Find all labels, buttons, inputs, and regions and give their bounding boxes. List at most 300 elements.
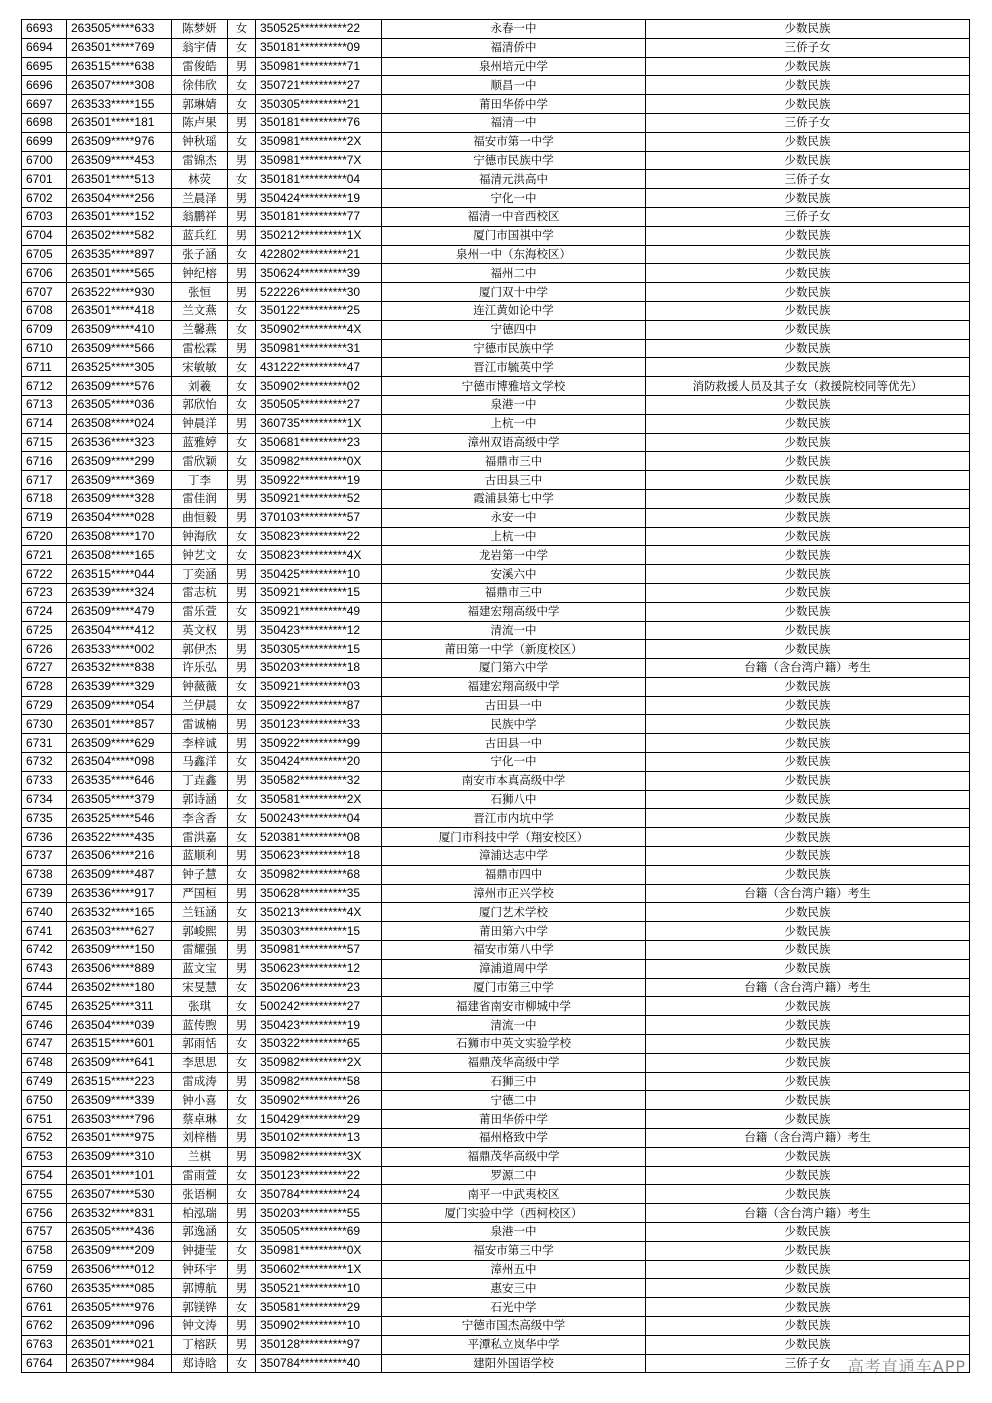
seq-number-cell: 6735 <box>22 809 67 828</box>
seq-number-cell: 6741 <box>22 922 67 941</box>
category-cell: 少数民族 <box>646 1335 970 1354</box>
table-row <box>22 189 970 208</box>
table-row <box>22 959 970 978</box>
category-cell: 少数民族 <box>646 1298 970 1317</box>
exam-number-cell: 263509*****629 <box>67 734 172 753</box>
table-row <box>22 677 970 696</box>
seq-number-cell: 6701 <box>22 170 67 189</box>
school-cell: 罗源二中 <box>382 1166 646 1185</box>
seq-number-cell: 6703 <box>22 207 67 226</box>
seq-number-cell: 6742 <box>22 941 67 960</box>
table-row <box>22 1260 970 1279</box>
exam-number-cell: 263503*****627 <box>67 922 172 941</box>
id-number-cell: 350521**********10 <box>256 1279 382 1298</box>
id-number-cell: 350525**********22 <box>256 20 382 39</box>
id-number-cell: 350505**********69 <box>256 1223 382 1242</box>
gender-cell: 女 <box>228 377 256 396</box>
name-cell: 张琪 <box>172 997 228 1016</box>
id-number-cell: 350624**********39 <box>256 264 382 283</box>
seq-number-cell: 6700 <box>22 151 67 170</box>
id-number-cell: 350203**********18 <box>256 659 382 678</box>
id-number-cell: 350823**********4X <box>256 546 382 565</box>
category-cell: 三侨子女 <box>646 113 970 132</box>
table-row <box>22 414 970 433</box>
id-number-cell: 350424**********19 <box>256 189 382 208</box>
exam-number-cell: 263509*****209 <box>67 1241 172 1260</box>
category-cell: 少数民族 <box>646 1016 970 1035</box>
school-cell: 泉港一中 <box>382 395 646 414</box>
table-row <box>22 715 970 734</box>
table-row <box>22 1354 970 1373</box>
table-row <box>22 207 970 226</box>
exam-number-cell: 263504*****412 <box>67 621 172 640</box>
exam-number-cell: 263507*****984 <box>67 1354 172 1373</box>
gender-cell: 男 <box>228 508 256 527</box>
category-cell: 少数民族 <box>646 771 970 790</box>
name-cell: 宋旻慧 <box>172 978 228 997</box>
exam-number-cell: 263505*****976 <box>67 1298 172 1317</box>
category-cell: 少数民族 <box>646 57 970 76</box>
id-number-cell: 350212**********1X <box>256 226 382 245</box>
school-cell: 福鼎市四中 <box>382 865 646 884</box>
id-number-cell: 350305**********15 <box>256 640 382 659</box>
category-cell: 少数民族 <box>646 20 970 39</box>
name-cell: 兰馨燕 <box>172 320 228 339</box>
seq-number-cell: 6696 <box>22 76 67 95</box>
category-cell: 少数民族 <box>646 471 970 490</box>
name-cell: 雷锦杰 <box>172 151 228 170</box>
seq-number-cell: 6723 <box>22 583 67 602</box>
table-row <box>22 1147 970 1166</box>
category-cell: 少数民族 <box>646 565 970 584</box>
category-cell: 台籍（含台湾户籍）考生 <box>646 978 970 997</box>
gender-cell: 男 <box>228 659 256 678</box>
seq-number-cell: 6743 <box>22 959 67 978</box>
table-row <box>22 1204 970 1223</box>
id-number-cell: 350181**********09 <box>256 38 382 57</box>
name-cell: 丁榕跃 <box>172 1335 228 1354</box>
exam-number-cell: 263509*****641 <box>67 1053 172 1072</box>
id-number-cell: 350981**********71 <box>256 57 382 76</box>
category-cell: 少数民族 <box>646 283 970 302</box>
seq-number-cell: 6724 <box>22 602 67 621</box>
exam-number-cell: 263509*****976 <box>67 132 172 151</box>
category-cell: 少数民族 <box>646 527 970 546</box>
gender-cell: 女 <box>228 1035 256 1054</box>
gender-cell: 女 <box>228 132 256 151</box>
name-cell: 严国桓 <box>172 884 228 903</box>
exam-number-cell: 263525*****546 <box>67 809 172 828</box>
category-cell: 三侨子女 <box>646 170 970 189</box>
id-number-cell: 350322**********65 <box>256 1035 382 1054</box>
gender-cell: 女 <box>228 1223 256 1242</box>
name-cell: 张恒 <box>172 283 228 302</box>
table-row <box>22 602 970 621</box>
exam-number-cell: 263509*****487 <box>67 865 172 884</box>
id-number-cell: 350981**********2X <box>256 132 382 151</box>
name-cell: 郭琳婧 <box>172 95 228 114</box>
school-cell: 泉州培元中学 <box>382 57 646 76</box>
school-cell: 福安市第一中学 <box>382 132 646 151</box>
name-cell: 雷志杭 <box>172 583 228 602</box>
gender-cell: 女 <box>228 677 256 696</box>
table-row <box>22 508 970 527</box>
gender-cell: 男 <box>228 489 256 508</box>
exam-number-cell: 263508*****024 <box>67 414 172 433</box>
exam-number-cell: 263501*****021 <box>67 1335 172 1354</box>
name-cell: 柏泓瑞 <box>172 1204 228 1223</box>
name-cell: 马鑫洋 <box>172 753 228 772</box>
exam-number-cell: 263505*****633 <box>67 20 172 39</box>
name-cell: 蓝传煦 <box>172 1016 228 1035</box>
table-row <box>22 790 970 809</box>
table-row <box>22 433 970 452</box>
school-cell: 石光中学 <box>382 1298 646 1317</box>
exam-number-cell: 263509*****453 <box>67 151 172 170</box>
name-cell: 翁鹏祥 <box>172 207 228 226</box>
seq-number-cell: 6713 <box>22 395 67 414</box>
exam-number-cell: 263501*****975 <box>67 1129 172 1148</box>
gender-cell: 男 <box>228 264 256 283</box>
table-row <box>22 358 970 377</box>
exam-number-cell: 263509*****566 <box>67 339 172 358</box>
id-number-cell: 350982**********58 <box>256 1072 382 1091</box>
table-row <box>22 395 970 414</box>
gender-cell: 男 <box>228 884 256 903</box>
seq-number-cell: 6759 <box>22 1260 67 1279</box>
gender-cell: 女 <box>228 1185 256 1204</box>
id-number-cell: 350581**********2X <box>256 790 382 809</box>
exam-number-cell: 263532*****165 <box>67 903 172 922</box>
school-cell: 永安一中 <box>382 508 646 527</box>
seq-number-cell: 6736 <box>22 828 67 847</box>
category-cell: 少数民族 <box>646 696 970 715</box>
category-cell: 少数民族 <box>646 753 970 772</box>
school-cell: 漳浦达志中学 <box>382 847 646 866</box>
school-cell: 莆田华侨中学 <box>382 1110 646 1129</box>
category-cell: 少数民族 <box>646 301 970 320</box>
seq-number-cell: 6763 <box>22 1335 67 1354</box>
seq-number-cell: 6762 <box>22 1316 67 1335</box>
school-cell: 福清一中音西校区 <box>382 207 646 226</box>
id-number-cell: 350423**********19 <box>256 1016 382 1035</box>
exam-number-cell: 263504*****028 <box>67 508 172 527</box>
school-cell: 福清一中 <box>382 113 646 132</box>
id-number-cell: 350123**********33 <box>256 715 382 734</box>
school-cell: 惠安三中 <box>382 1279 646 1298</box>
school-cell: 南平一中武夷校区 <box>382 1185 646 1204</box>
seq-number-cell: 6739 <box>22 884 67 903</box>
category-cell: 少数民族 <box>646 95 970 114</box>
exam-number-cell: 263501*****152 <box>67 207 172 226</box>
category-cell: 少数民族 <box>646 320 970 339</box>
table-row <box>22 1223 970 1242</box>
id-number-cell: 350902**********26 <box>256 1091 382 1110</box>
seq-number-cell: 6750 <box>22 1091 67 1110</box>
category-cell: 少数民族 <box>646 1166 970 1185</box>
school-cell: 永春一中 <box>382 20 646 39</box>
school-cell: 福州格致中学 <box>382 1129 646 1148</box>
name-cell: 蓝兵红 <box>172 226 228 245</box>
school-cell: 南安市本真高级中学 <box>382 771 646 790</box>
name-cell: 郭博航 <box>172 1279 228 1298</box>
exam-number-cell: 263535*****646 <box>67 771 172 790</box>
id-number-cell: 350982**********2X <box>256 1053 382 1072</box>
name-cell: 丁李 <box>172 471 228 490</box>
id-number-cell: 350921**********15 <box>256 583 382 602</box>
seq-number-cell: 6714 <box>22 414 67 433</box>
gender-cell: 女 <box>228 1354 256 1373</box>
seq-number-cell: 6738 <box>22 865 67 884</box>
id-number-cell: 350902**********4X <box>256 320 382 339</box>
category-cell: 少数民族 <box>646 865 970 884</box>
name-cell: 宋敏敏 <box>172 358 228 377</box>
category-cell: 少数民族 <box>646 621 970 640</box>
id-number-cell: 350213**********4X <box>256 903 382 922</box>
table-row <box>22 753 970 772</box>
name-cell: 雷洪嘉 <box>172 828 228 847</box>
table-row <box>22 1298 970 1317</box>
gender-cell: 男 <box>228 1147 256 1166</box>
exam-number-cell: 263509*****328 <box>67 489 172 508</box>
seq-number-cell: 6710 <box>22 339 67 358</box>
gender-cell: 男 <box>228 1072 256 1091</box>
gender-cell: 男 <box>228 640 256 659</box>
seq-number-cell: 6707 <box>22 283 67 302</box>
exam-number-cell: 263501*****181 <box>67 113 172 132</box>
table-row <box>22 997 970 1016</box>
id-number-cell: 370103**********57 <box>256 508 382 527</box>
school-cell: 古田县三中 <box>382 471 646 490</box>
name-cell: 蓝文宝 <box>172 959 228 978</box>
school-cell: 石狮市中英文实验学校 <box>382 1035 646 1054</box>
name-cell: 兰晨泽 <box>172 189 228 208</box>
seq-number-cell: 6720 <box>22 527 67 546</box>
gender-cell: 女 <box>228 978 256 997</box>
gender-cell: 女 <box>228 1053 256 1072</box>
gender-cell: 女 <box>228 433 256 452</box>
school-cell: 福州二中 <box>382 264 646 283</box>
seq-number-cell: 6740 <box>22 903 67 922</box>
category-cell: 少数民族 <box>646 1110 970 1129</box>
school-cell: 连江黄如论中学 <box>382 301 646 320</box>
table-row <box>22 527 970 546</box>
seq-number-cell: 6728 <box>22 677 67 696</box>
name-cell: 钟晨洋 <box>172 414 228 433</box>
exam-number-cell: 263533*****002 <box>67 640 172 659</box>
seq-number-cell: 6694 <box>22 38 67 57</box>
table-row <box>22 132 970 151</box>
exam-number-cell: 263501*****769 <box>67 38 172 57</box>
name-cell: 钟秋瑶 <box>172 132 228 151</box>
table-row <box>22 339 970 358</box>
school-cell: 晋江市内坑中学 <box>382 809 646 828</box>
watermark-logo: 高考直通车APP <box>847 1357 966 1376</box>
seq-number-cell: 6726 <box>22 640 67 659</box>
table-row <box>22 941 970 960</box>
gender-cell: 男 <box>228 959 256 978</box>
table-row <box>22 471 970 490</box>
category-cell: 少数民族 <box>646 903 970 922</box>
name-cell: 陈梦妍 <box>172 20 228 39</box>
category-cell: 少数民族 <box>646 226 970 245</box>
gender-cell: 女 <box>228 602 256 621</box>
name-cell: 雷诚楠 <box>172 715 228 734</box>
category-cell: 少数民族 <box>646 1316 970 1335</box>
seq-number-cell: 6697 <box>22 95 67 114</box>
id-number-cell: 422802**********21 <box>256 245 382 264</box>
school-cell: 龙岩第一中学 <box>382 546 646 565</box>
exam-number-cell: 263501*****418 <box>67 301 172 320</box>
category-cell: 少数民族 <box>646 132 970 151</box>
id-number-cell: 500242**********27 <box>256 997 382 1016</box>
category-cell: 少数民族 <box>646 847 970 866</box>
seq-number-cell: 6746 <box>22 1016 67 1035</box>
seq-number-cell: 6748 <box>22 1053 67 1072</box>
name-cell: 曲恒毅 <box>172 508 228 527</box>
school-cell: 福建宏翔高级中学 <box>382 677 646 696</box>
name-cell: 李思思 <box>172 1053 228 1072</box>
name-cell: 翁宇倩 <box>172 38 228 57</box>
name-cell: 雷佳润 <box>172 489 228 508</box>
name-cell: 李梓诚 <box>172 734 228 753</box>
id-number-cell: 350623**********12 <box>256 959 382 978</box>
id-number-cell: 350128**********97 <box>256 1335 382 1354</box>
table-row <box>22 320 970 339</box>
exam-number-cell: 263509*****150 <box>67 941 172 960</box>
school-cell: 泉州一中（东海校区） <box>382 245 646 264</box>
category-cell: 台籍（含台湾户籍）考生 <box>646 884 970 903</box>
exam-number-cell: 263501*****857 <box>67 715 172 734</box>
category-cell: 少数民族 <box>646 1147 970 1166</box>
exam-number-cell: 263539*****324 <box>67 583 172 602</box>
school-cell: 厦门第六中学 <box>382 659 646 678</box>
gender-cell: 女 <box>228 997 256 1016</box>
school-cell: 宁德市博雅培文学校 <box>382 377 646 396</box>
name-cell: 雷成涛 <box>172 1072 228 1091</box>
table-body <box>22 20 970 1373</box>
category-cell: 台籍（含台湾户籍）考生 <box>646 1129 970 1148</box>
exam-number-cell: 263509*****299 <box>67 452 172 471</box>
id-number-cell: 350305**********21 <box>256 95 382 114</box>
category-cell: 少数民族 <box>646 715 970 734</box>
gender-cell: 男 <box>228 471 256 490</box>
name-cell: 雷耀强 <box>172 941 228 960</box>
exam-number-cell: 263504*****256 <box>67 189 172 208</box>
exam-number-cell: 263509*****479 <box>67 602 172 621</box>
school-cell: 厦门市科技中学（翔安校区） <box>382 828 646 847</box>
id-number-cell: 350982**********0X <box>256 452 382 471</box>
seq-number-cell: 6731 <box>22 734 67 753</box>
category-cell: 少数民族 <box>646 358 970 377</box>
school-cell: 厦门艺术学校 <box>382 903 646 922</box>
school-cell: 宁德市国杰高级中学 <box>382 1316 646 1335</box>
name-cell: 英文权 <box>172 621 228 640</box>
id-number-cell: 350922**********87 <box>256 696 382 715</box>
table-row <box>22 640 970 659</box>
seq-number-cell: 6699 <box>22 132 67 151</box>
id-number-cell: 431222**********47 <box>256 358 382 377</box>
category-cell: 少数民族 <box>646 790 970 809</box>
gender-cell: 男 <box>228 189 256 208</box>
gender-cell: 女 <box>228 320 256 339</box>
category-cell: 少数民族 <box>646 245 970 264</box>
exam-number-cell: 263536*****323 <box>67 433 172 452</box>
exam-number-cell: 263509*****576 <box>67 377 172 396</box>
category-cell: 三侨子女 <box>646 1354 970 1373</box>
exam-number-cell: 263535*****085 <box>67 1279 172 1298</box>
exam-number-cell: 263509*****096 <box>67 1316 172 1335</box>
seq-number-cell: 6733 <box>22 771 67 790</box>
id-number-cell: 350623**********18 <box>256 847 382 866</box>
id-number-cell: 350582**********32 <box>256 771 382 790</box>
table-row <box>22 903 970 922</box>
table-row <box>22 489 970 508</box>
id-number-cell: 350505**********27 <box>256 395 382 414</box>
seq-number-cell: 6721 <box>22 546 67 565</box>
table-row <box>22 1166 970 1185</box>
exam-number-cell: 263515*****044 <box>67 565 172 584</box>
school-cell: 莆田第一中学（新度校区） <box>382 640 646 659</box>
category-cell: 少数民族 <box>646 959 970 978</box>
gender-cell: 男 <box>228 771 256 790</box>
gender-cell: 男 <box>228 565 256 584</box>
id-number-cell: 350823**********22 <box>256 527 382 546</box>
name-cell: 丁垚鑫 <box>172 771 228 790</box>
id-number-cell: 350206**********23 <box>256 978 382 997</box>
id-number-cell: 150429**********29 <box>256 1110 382 1129</box>
name-cell: 许乐弘 <box>172 659 228 678</box>
seq-number-cell: 6693 <box>22 20 67 39</box>
gender-cell: 女 <box>228 809 256 828</box>
id-number-cell: 350921**********52 <box>256 489 382 508</box>
exam-number-cell: 263536*****917 <box>67 884 172 903</box>
id-number-cell: 350902**********02 <box>256 377 382 396</box>
name-cell: 李含香 <box>172 809 228 828</box>
name-cell: 郭欣怡 <box>172 395 228 414</box>
seq-number-cell: 6749 <box>22 1072 67 1091</box>
category-cell: 消防救援人员及其子女（救援院校同等优先） <box>646 377 970 396</box>
category-cell: 少数民族 <box>646 640 970 659</box>
school-cell: 清流一中 <box>382 621 646 640</box>
candidate-table <box>21 19 970 1373</box>
name-cell: 郭伊杰 <box>172 640 228 659</box>
table-row <box>22 1016 970 1035</box>
category-cell: 少数民族 <box>646 941 970 960</box>
gender-cell: 女 <box>228 546 256 565</box>
name-cell: 雷欣颖 <box>172 452 228 471</box>
name-cell: 郭镁铧 <box>172 1298 228 1317</box>
table-row <box>22 245 970 264</box>
id-number-cell: 350424**********20 <box>256 753 382 772</box>
category-cell: 少数民族 <box>646 189 970 208</box>
exam-number-cell: 263506*****216 <box>67 847 172 866</box>
seq-number-cell: 6708 <box>22 301 67 320</box>
id-number-cell: 350922**********99 <box>256 734 382 753</box>
school-cell: 石狮八中 <box>382 790 646 809</box>
id-number-cell: 350921**********03 <box>256 677 382 696</box>
seq-number-cell: 6695 <box>22 57 67 76</box>
school-cell: 福清侨中 <box>382 38 646 57</box>
name-cell: 钟文涛 <box>172 1316 228 1335</box>
seq-number-cell: 6705 <box>22 245 67 264</box>
exam-number-cell: 263503*****796 <box>67 1110 172 1129</box>
school-cell: 晋江市毓英中学 <box>382 358 646 377</box>
table-row <box>22 1241 970 1260</box>
name-cell: 徐伟欣 <box>172 76 228 95</box>
exam-number-cell: 263504*****039 <box>67 1016 172 1035</box>
id-number-cell: 350122**********25 <box>256 301 382 320</box>
